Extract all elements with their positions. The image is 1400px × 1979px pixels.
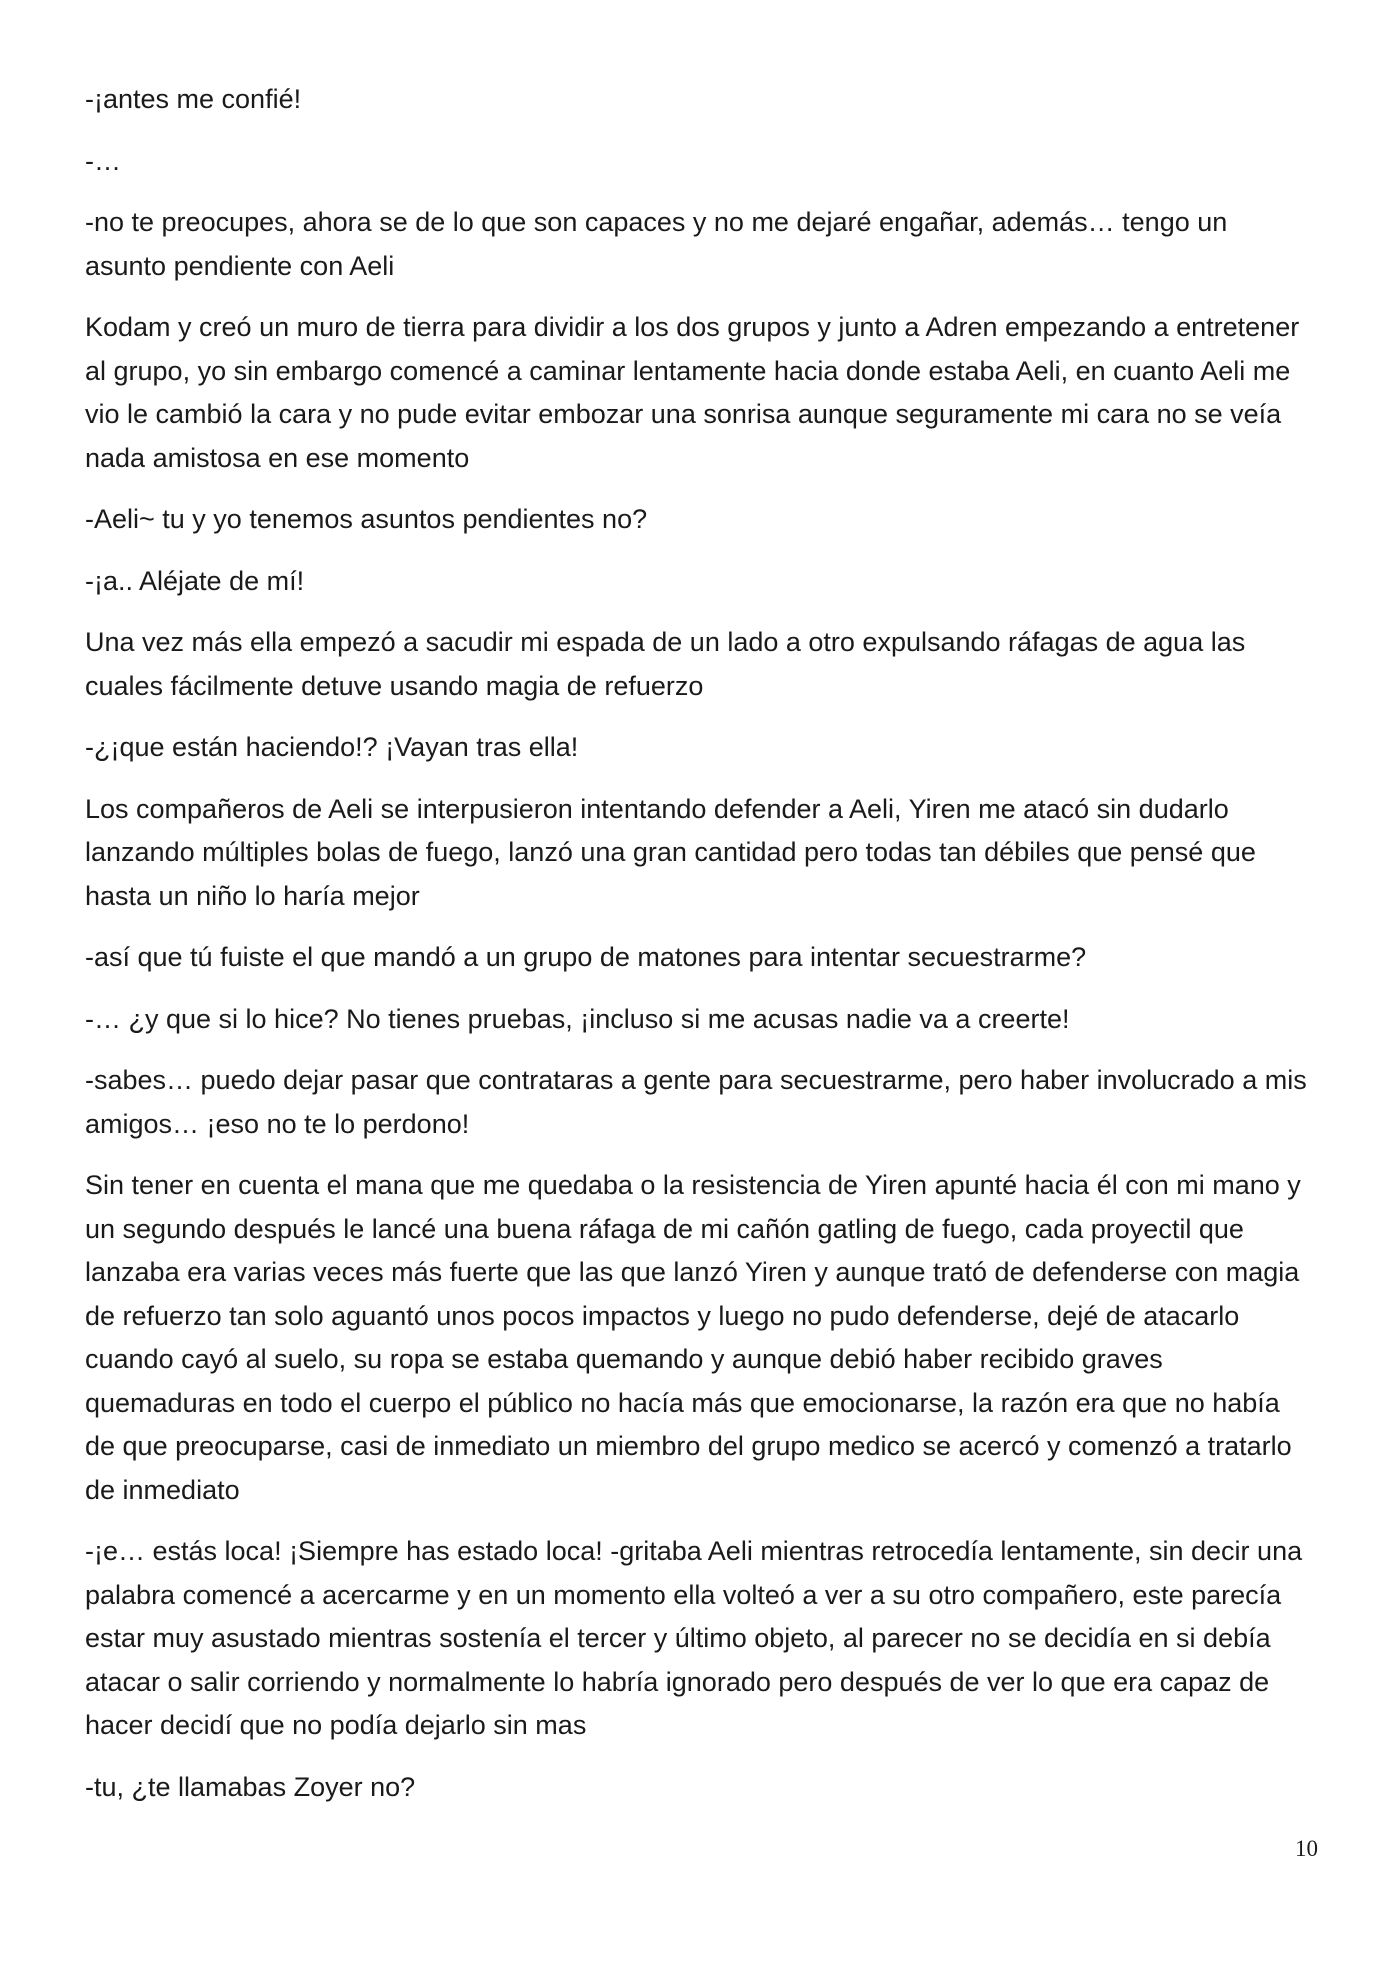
paragraph: -¿¡que están haciendo!? ¡Vayan tras ella! — [85, 732, 579, 762]
paragraph: Los compañeros de Aeli se interpusieron intentando defender a Aeli, Yiren me atacó sin dudarlo lanzando múltiples bolas de fuego, lanzó una gran cantidad pero todas tan débiles que pensé que hasta un niño lo haría mejor — [85, 793, 1256, 911]
text-body — [85, 78, 1310, 1827]
paragraph: -sabes… puedo dejar pasar que contrataras a gente para secuestrarme, pero haber involucrado a mis amigos… ¡eso no te lo perdono! — [85, 1065, 1307, 1139]
paragraph: -… — [85, 145, 121, 176]
paragraph: Kodam y creó un muro de tierra para dividir a los dos grupos y junto a Adren empezando a entretener al grupo, yo sin embargo comencé a caminar lentamente hacia donde estaba Aeli, en cuanto Aeli me vio le cambió la cara y no pude evitar embozar una sonrisa aunque seguramente mi cara no se veía nada amistosa en ese momento — [85, 312, 1300, 473]
paragraph: -Aeli~ tu y yo tenemos asuntos pendientes no? — [85, 504, 648, 534]
paragraph: -… ¿y que si lo hice? No tienes pruebas, ¡incluso si me acusas nadie va a creerte! — [85, 1003, 1070, 1034]
paragraph: -así que tú fuiste el que mandó a un grupo de matones para intentar secuestrarme? — [85, 942, 1087, 972]
paragraph: -¡antes me confié! — [85, 84, 302, 114]
paragraph: -¡e… estás loca! ¡Siempre has estado loca! -gritaba Aeli mientras retrocedía lentamente, sin decir una palabra comencé a acercarme y en un momento ella volteó a ver a su otro compañero, este parecía estar muy asustado mientras sostenía el tercer y último objeto, al parecer no se decidía en si debía atacar o salir corriendo y normalmente lo habría ignorado pero después de ver lo que era capaz de hacer decidí que no podía dejarlo sin mas — [85, 1536, 1303, 1740]
paragraph: Una vez más ella empezó a sacudir mi espada de un lado a otro expulsando ráfagas de agua las cuales fácilmente detuve usando magia de refuerzo — [85, 627, 1246, 701]
paragraph: -¡a.. Aléjate de mí! — [85, 565, 305, 596]
page-number: 10 — [1295, 1836, 1318, 1861]
paragraph: -no te preocupes, ahora se de lo que son capaces y no me dejaré engañar, además… tengo un asunto pendiente con Aeli — [85, 207, 1228, 281]
paragraph: -tu, ¿te llamabas Zoyer no? — [85, 1771, 416, 1802]
paragraph: Sin tener en cuenta el mana que me quedaba o la resistencia de Yiren apunté hacia él con mi mano y un segundo después le lancé una buena ráfaga de mi cañón gatling de fuego, cada proyectil que lanzaba era varias veces más fuerte que las que lanzó Yiren y aunque trató de defenderse con magia de refuerzo tan solo aguantó unos pocos impactos y luego no pudo defenderse, dejé de atacarlo cuando cayó al suelo, su ropa se estaba quemando y aunque debió haber recibido graves quemaduras en todo el cuerpo el público no hacía más que emocionarse, la razón era que no había de que preocuparse, casi de inmediato un miembro del grupo medico se acercó y comenzó a tratarlo de inmediato — [85, 1170, 1301, 1505]
